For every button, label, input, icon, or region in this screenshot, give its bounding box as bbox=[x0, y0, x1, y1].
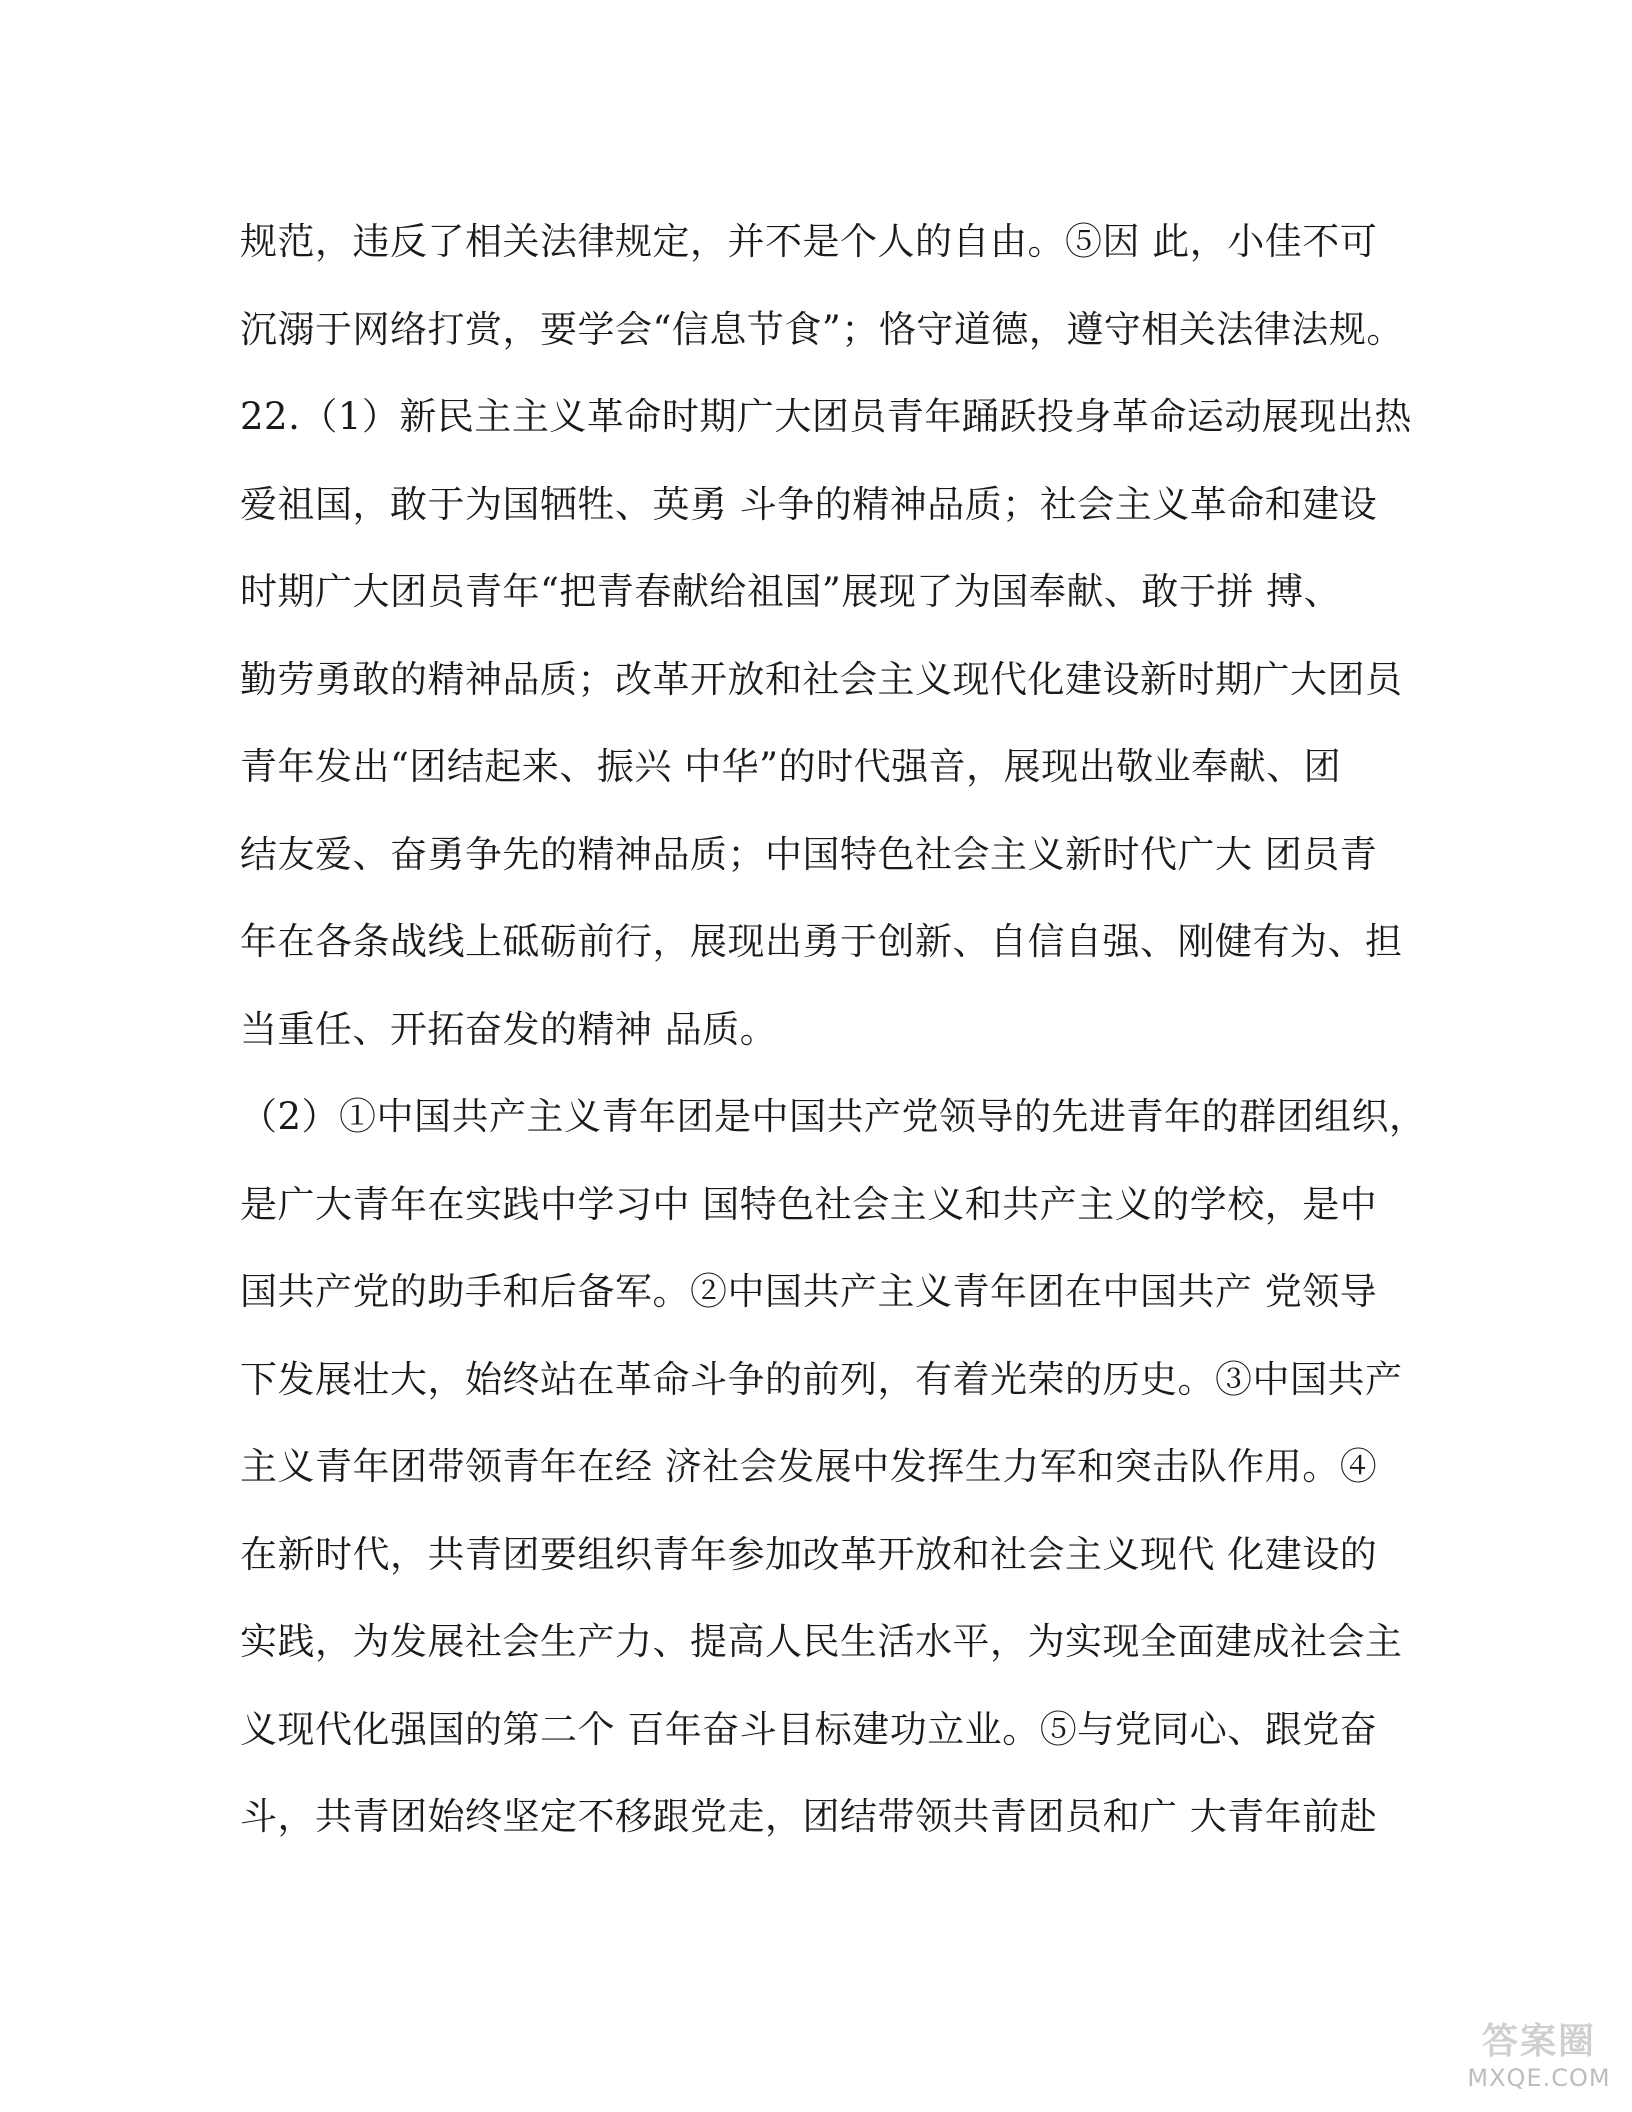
text-line: 勤劳勇敢的精神品质；改革开放和社会主义现代化建设新时期广大团员 bbox=[240, 657, 1403, 701]
watermark-domain: MXQE.COM bbox=[1467, 2064, 1611, 2092]
answer-text-block bbox=[240, 198, 1427, 1861]
text-line: 是广大青年在实践中学习中 国特色社会主义和共产主义的学校，是中 bbox=[240, 1182, 1378, 1226]
text-line: 主义青年团带领青年在经 济社会发展中发挥生力军和突击队作用。④ bbox=[240, 1445, 1378, 1488]
text-line: 青年发出“团结起来、振兴 中华”的时代强音，展现出敬业奉献、团 bbox=[240, 745, 1342, 788]
site-watermark-logo bbox=[1464, 2020, 1614, 2098]
text-line: 沉溺于网络打赏，要学会“信息节食”；恪守道德，遵守相关法律法规。 bbox=[240, 307, 1404, 351]
text-line: 在新时代，共青团要组织青年参加改革开放和社会主义现代 化建设的 bbox=[240, 1532, 1378, 1576]
question-22-part-1-line: 22.（1）新民主主义革命时期广大团员青年踊跃投身革命运动展现出热 bbox=[240, 395, 1412, 438]
text-line: 下发展壮大，始终站在革命斗争的前列，有着光荣的历史。③中国共产 bbox=[240, 1357, 1403, 1401]
text-line: 结友爱、奋勇争先的精神品质；中国特色社会主义新时代广大 团员青 bbox=[240, 832, 1378, 876]
text-line: 当重任、开拓奋发的精神 品质。 bbox=[240, 1007, 778, 1051]
question-22-part-2-line: （2）①中国共产主义青年团是中国共产党领导的先进青年的群团组织， bbox=[240, 1095, 1427, 1138]
text-line: 实践，为发展社会生产力、提高人民生活水平，为实现全面建成社会主 bbox=[240, 1620, 1403, 1663]
text-line: 规范，违反了相关法律规定，并不是个人的自由。⑤因 此，小佳不可 bbox=[240, 220, 1378, 263]
text-line: 国共产党的助手和后备军。②中国共产主义青年团在中国共产 党领导 bbox=[240, 1270, 1378, 1313]
text-line: 时期广大团员青年“把青春献给祖国”展现了为国奉献、敢于拼 搏、 bbox=[240, 570, 1342, 613]
text-line: 爱祖国，敢于为国牺牲、英勇 斗争的精神品质；社会主义革命和建设 bbox=[240, 482, 1378, 526]
text-line: 义现代化强国的第二个 百年奋斗目标建功立业。⑤与党同心、跟党奋 bbox=[240, 1707, 1378, 1751]
watermark-title: 答案圈 bbox=[1481, 2021, 1596, 2062]
text-line: 年在各条战线上砥砺前行，展现出勇于创新、自信自强、刚健有为、担 bbox=[240, 920, 1403, 963]
text-line: 斗，共青团始终坚定不移跟党走，团结带领共青团员和广 大青年前赴 bbox=[240, 1795, 1378, 1838]
